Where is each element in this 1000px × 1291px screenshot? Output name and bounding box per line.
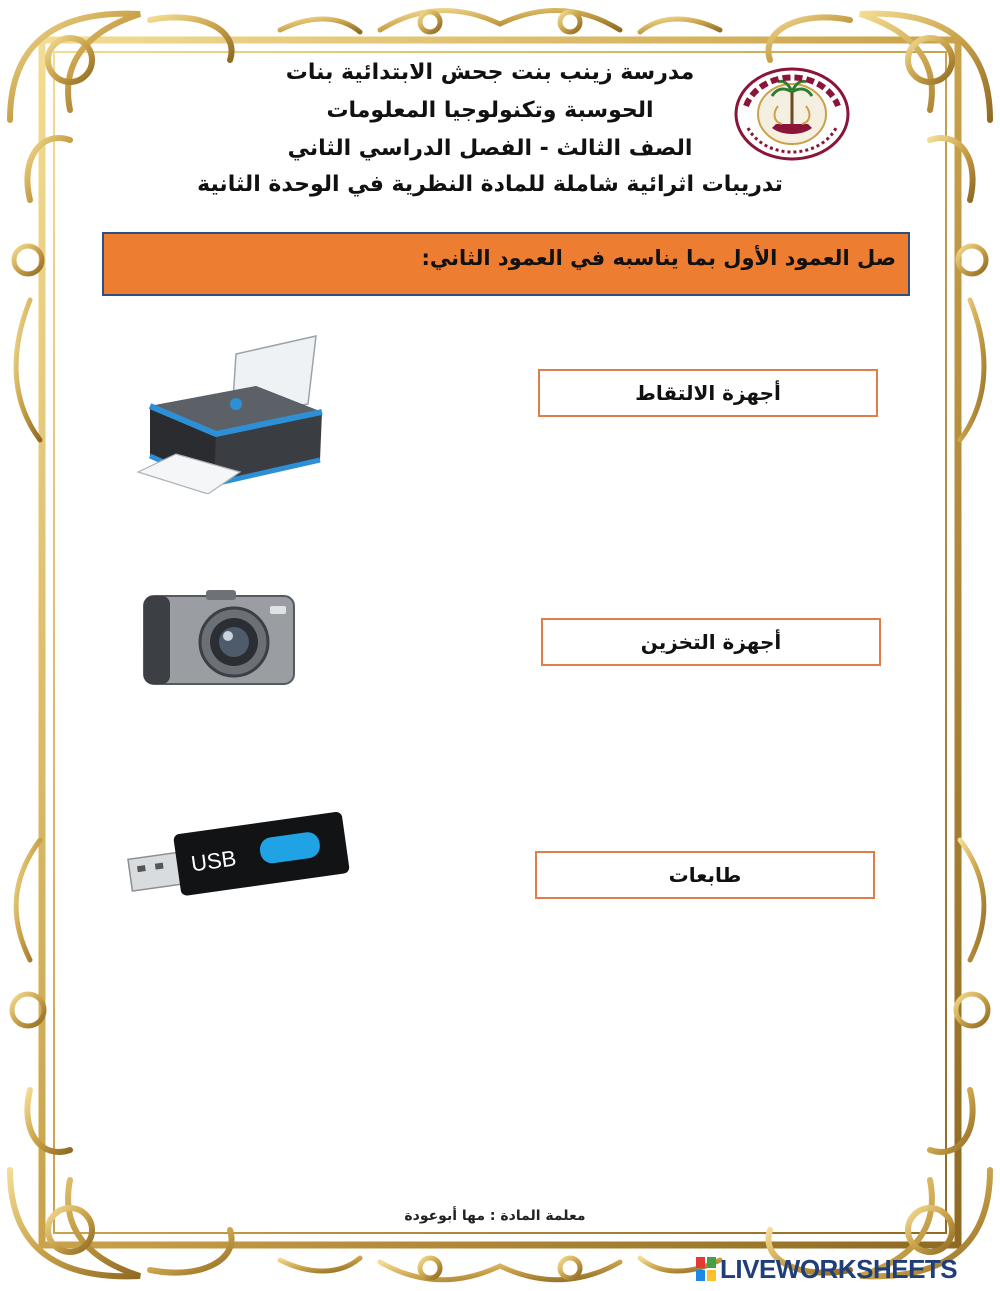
answer-box-capture-devices[interactable]: أجهزة الالتقاط [538,369,878,417]
instruction-banner [102,232,910,296]
liveworksheets-brand [696,1254,957,1284]
grade-term: الصف الثالث - الفصل الدراسي الثاني [287,136,693,161]
usb-drive-image [124,808,352,896]
worksheet-title: تدريبات اثرائية شاملة للمادة النظرية في الوحدة الثانية [197,172,783,197]
brand-text: LIVEWORKSHEETS [720,1253,958,1284]
teacher-name: معلمة المادة : مها أبوعودة [404,1208,586,1224]
liveworksheets-logo-icon [696,1257,716,1281]
subject-name: الحوسبة وتكنولوجيا المعلومات [326,98,654,123]
qatar-ministry-logo [732,66,852,161]
instruction-text: صل العمود الأول بما يناسبه في العمود الثاني: [421,246,896,270]
printer-image [136,334,328,494]
usb-label: USB [189,845,238,877]
answer-box-printers[interactable]: طابعات [535,851,875,899]
answer-box-storage-devices[interactable]: أجهزة التخزين [541,618,881,666]
camera-image [142,590,296,688]
school-name: مدرسة زينب بنت جحش الابتدائية بنات [285,60,695,85]
